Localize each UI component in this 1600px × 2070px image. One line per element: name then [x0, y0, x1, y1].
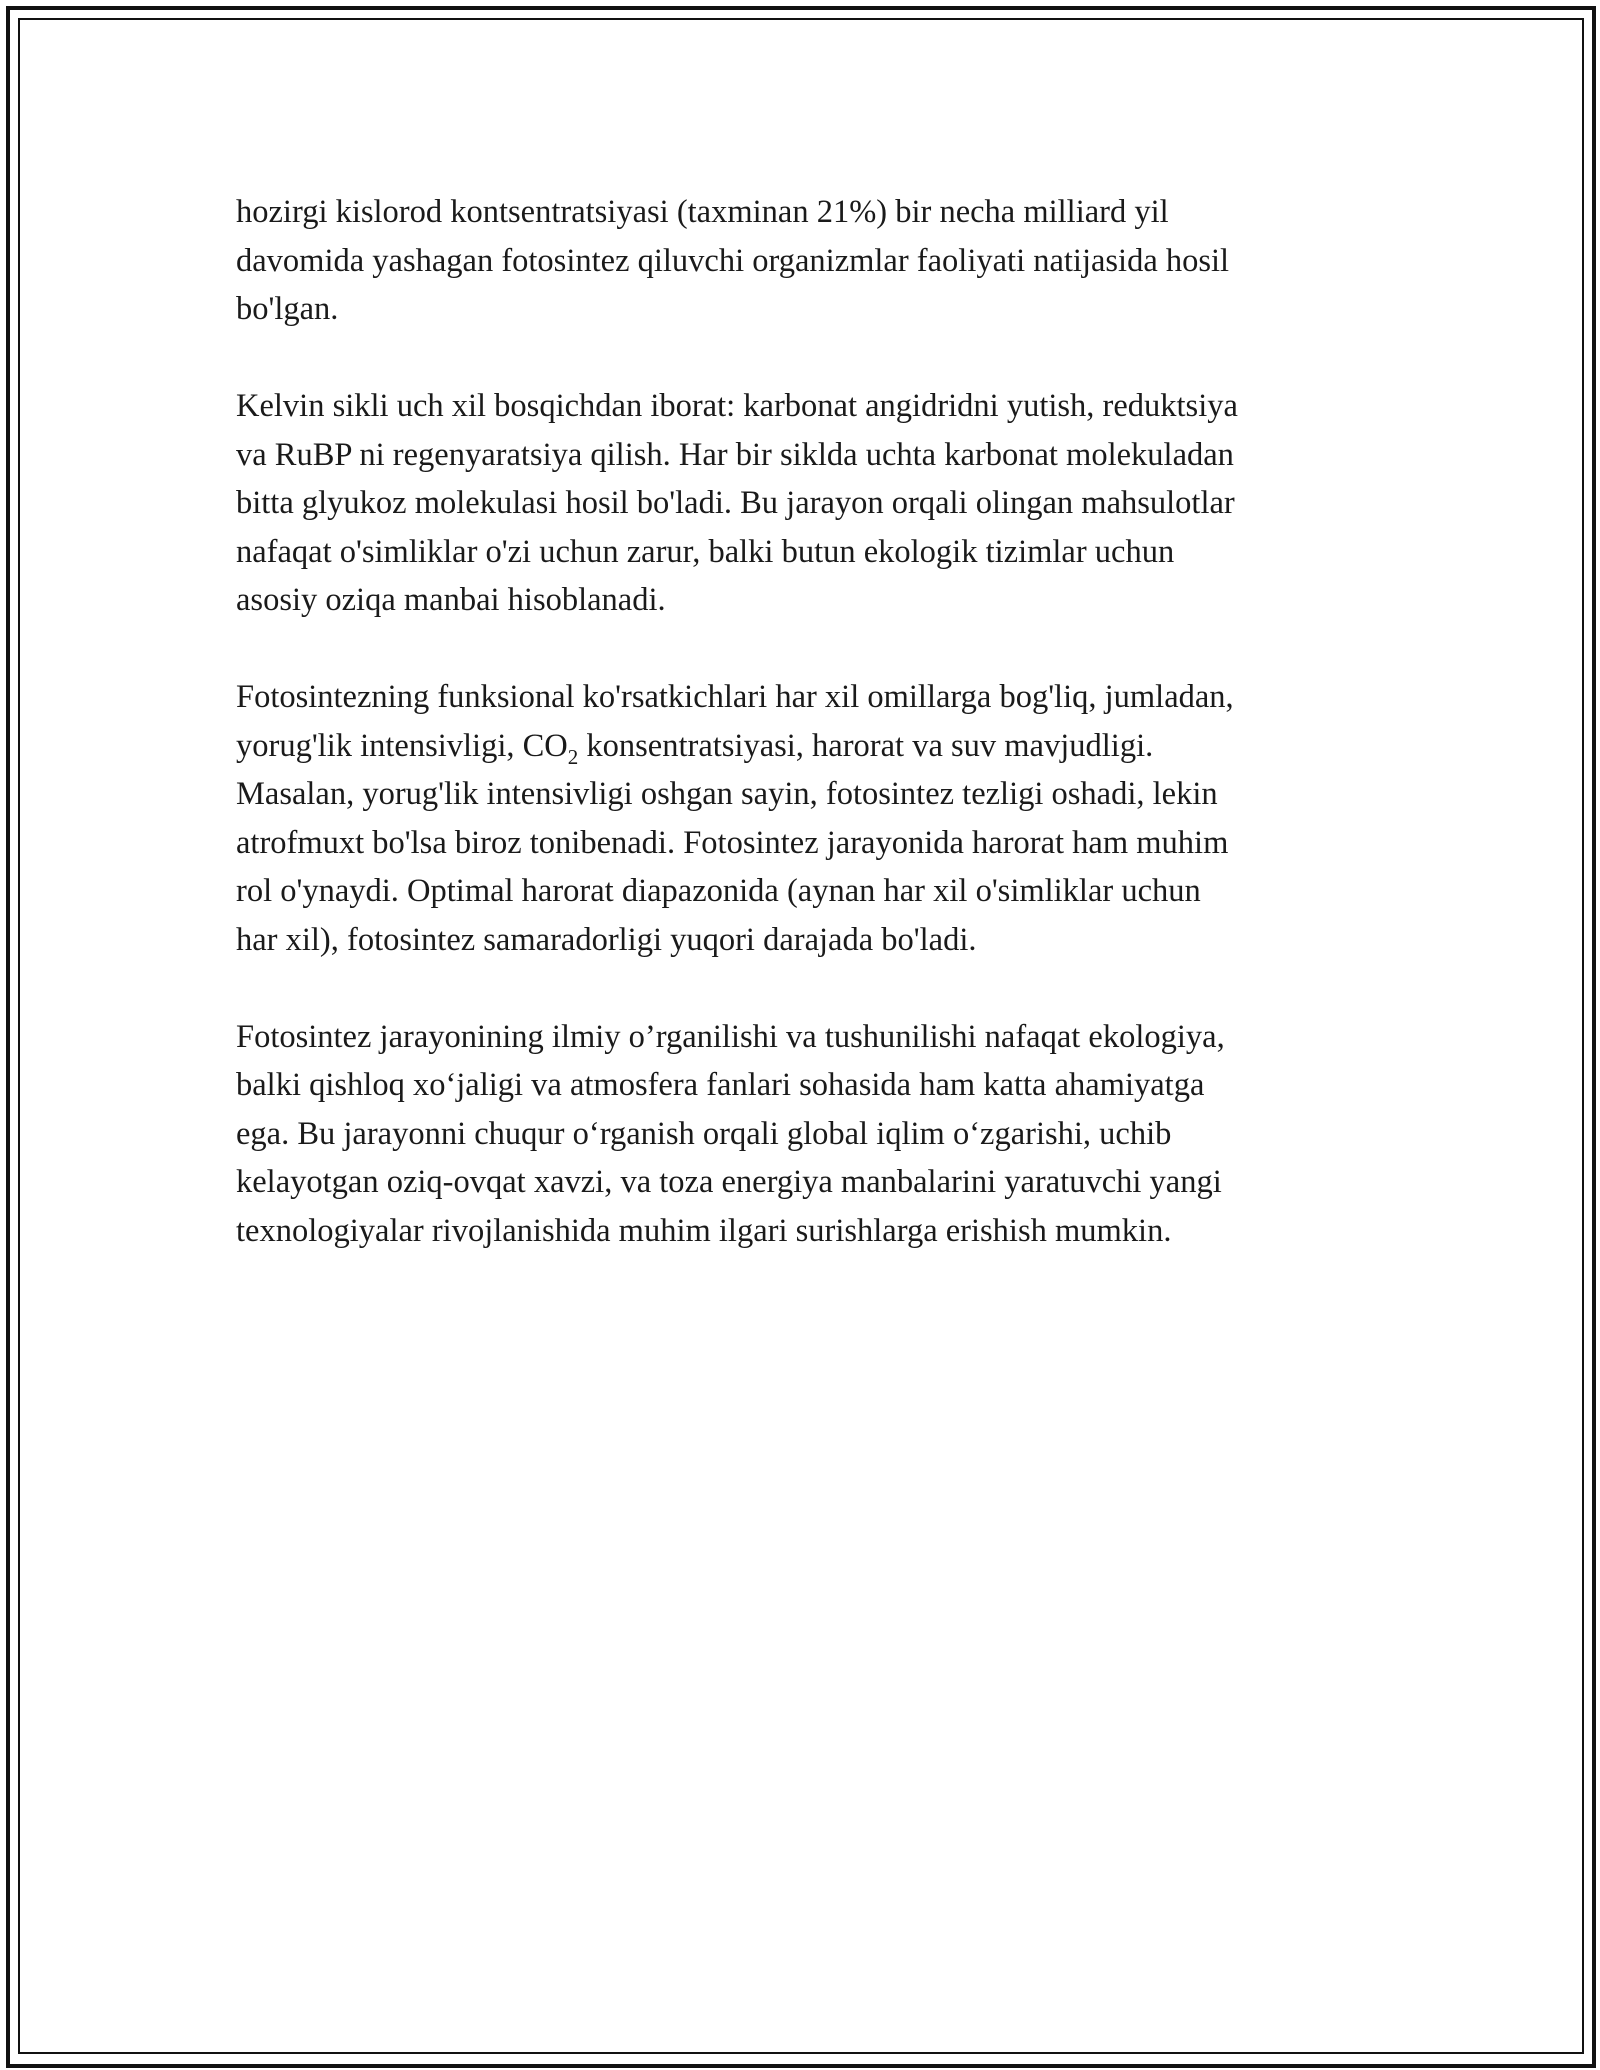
text-line: atrofmuxt bo'lsa biroz tonibenadi. Fotosintez jarayonida harorat ham muhim [236, 824, 1229, 861]
text-line: Fotosintezning funksional ko'rsatkichlari har xil omillarga bog'liq, jumladan, [236, 679, 1234, 715]
text-line: har xil), fotosintez samaradorligi yuqori darajada bo'ladi. [236, 921, 977, 958]
text-line: balki qishloq xo‘jaligi va atmosfera fanlari sohasida ham katta ahamiyatga [236, 1067, 1205, 1103]
document-body [236, 188, 1386, 1304]
paragraph-4 [236, 1013, 1386, 1256]
text-line: texnologiyalar rivojlanishida muhim ilgari surishlarga erishish mumkin. [236, 1212, 1172, 1249]
text-line: Fotosintez jarayonining ilmiy o’rganilishi va tushunilishi nafaqat ekologiya, [236, 1018, 1225, 1055]
text-segment: konsentratsiyasi, harorat va suv mavjudligi. [578, 727, 1154, 764]
text-line: nafaqat o'simliklar o'zi uchun zarur, balki butun ekologik tizimlar uchun [236, 533, 1175, 570]
paragraph-3 [236, 673, 1386, 964]
text-line: bo'lgan. [236, 291, 339, 327]
paragraph-1 [236, 188, 1386, 334]
paragraph-2 [236, 382, 1386, 625]
text-line: kelayotgan oziq-ovqat xavzi, va toza energiya manbalarini yaratuvchi yangi [236, 1164, 1222, 1200]
subscript: 2 [567, 744, 579, 769]
text-segment: yorug'lik intensivligi, CO [236, 727, 568, 764]
text-line: asosiy oziqa manbai hisoblanadi. [236, 582, 666, 618]
text-line: davomida yashagan fotosintez qiluvchi organizmlar faoliyati natijasida hosil [236, 242, 1230, 279]
text-line: va RuBP ni regenyaratsiya qilish. Har bir siklda uchta karbonat molekuladan [236, 436, 1234, 473]
text-line: ega. Bu jarayonni chuqur o‘rganish orqali global iqlim o‘zgarishi, uchib [236, 1115, 1172, 1152]
text-line: Kelvin sikli uch xil bosqichdan iborat: karbonat angidridni yutish, reduktsiya [236, 388, 1238, 424]
text-line: Masalan, yorug'lik intensivligi oshgan sayin, fotosintez tezligi oshadi, lekin [236, 776, 1218, 812]
text-line: hozirgi kislorod kontsentratsiyasi (taxminan 21%) bir necha milliard yil [236, 194, 1169, 230]
text-line: rol o'ynaydi. Optimal harorat diapazonida (aynan har xil o'simliklar uchun [236, 873, 1201, 909]
text-line-with-subscript [236, 722, 1386, 771]
text-line: bitta glyukoz molekulasi hosil bo'ladi. Bu jarayon orqali olingan mahsulotlar [236, 485, 1235, 521]
